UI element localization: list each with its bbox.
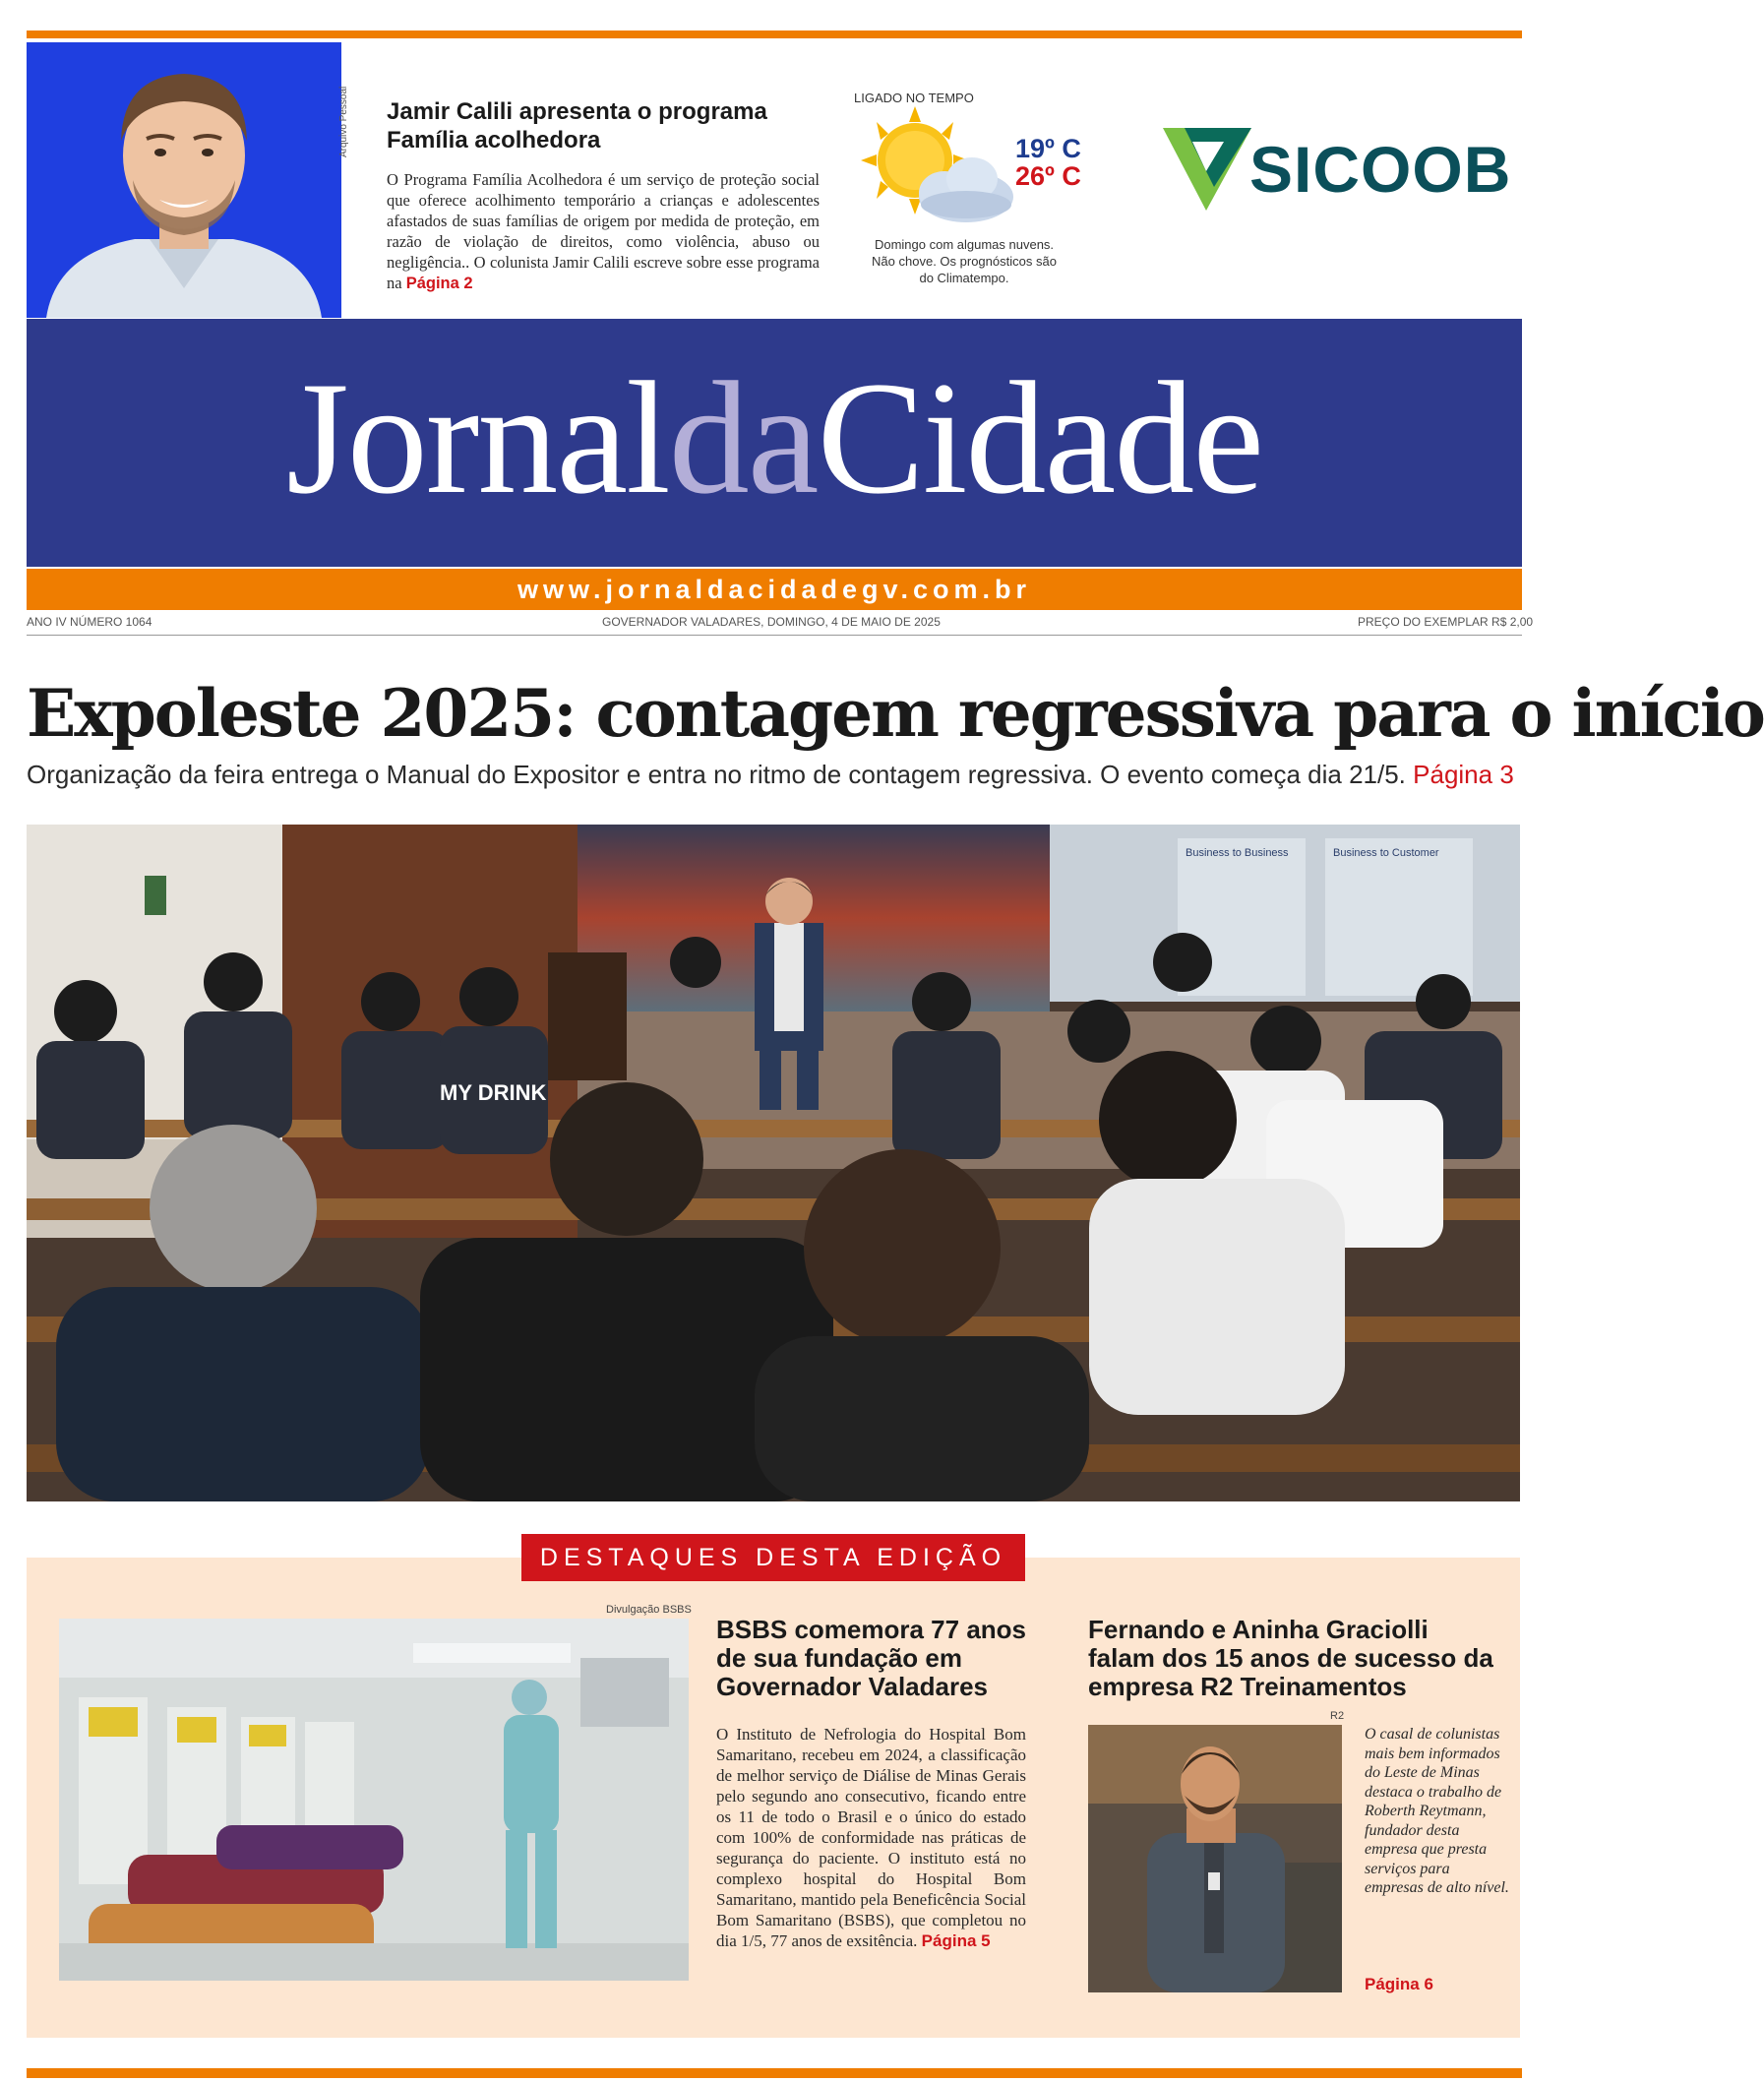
story1-page-link[interactable]: Página 5 bbox=[921, 1931, 991, 1950]
story2-photo-credit: R2 bbox=[1330, 1710, 1345, 1722]
columnist-photo-credit: Arquivo Pessoal bbox=[338, 86, 349, 157]
story1-body-text: O Instituto de Nefrologia do Hospital Bom Samaritano, recebeu em 2024, a classificação de melhor serviço de Diálise de Minas Gerais pelo segundo ano consecutivo, ficando entre os 11 de todo o Brasil e o único do estado com 100% de conformidade nas práticas de segurança do paciente. O instituto está no complexo hospital do Hospital Bom Samaritano, mantido pela Beneficência Social Bom Samaritano (BSBS), que completou no dia 1/5, 77 anos de exsitência. bbox=[716, 1725, 1026, 1950]
place-date: GOVERNADOR VALADARES, DOMINGO, 4 DE MAIO DE 2025 bbox=[602, 615, 941, 629]
columnist-teaser-title[interactable]: Jamir Calili apresenta o programa Família acolhedora bbox=[387, 98, 767, 153]
lecture-hall-scene bbox=[27, 825, 1520, 1501]
screen-col1-title: Business to Business bbox=[1186, 847, 1289, 859]
columnist-teaser-body bbox=[387, 169, 820, 294]
shirt-text: MY DRINK bbox=[440, 1080, 547, 1105]
story1-title[interactable]: BSBS comemora 77 anos de sua fundação em Governador Valadares bbox=[716, 1615, 1027, 1701]
issue-price: PREÇO DO EXEMPLAR R$ 2,00 bbox=[1358, 615, 1534, 629]
top-rule bbox=[27, 31, 1522, 38]
columnist-page-link[interactable]: Página 2 bbox=[405, 275, 473, 292]
lead-page-link[interactable]: Página 3 bbox=[1413, 760, 1514, 789]
sun-cloud-icon bbox=[856, 106, 1023, 229]
masthead-title[interactable] bbox=[27, 340, 1522, 537]
masthead-title-part2: da bbox=[668, 349, 818, 527]
masthead-title-part1: Jornal bbox=[285, 349, 669, 527]
story1-body bbox=[716, 1724, 1026, 1951]
story1-photo-credit: Divulgação BSBS bbox=[606, 1604, 692, 1616]
weather-description: Domingo com algumas nuvens. Não chove. Os prognósticos são do Climatempo. bbox=[872, 237, 1057, 285]
screen-col2-title: Business to Customer bbox=[1333, 847, 1439, 859]
edition-number: ANO IV NÚMERO 1064 bbox=[27, 615, 152, 629]
sicoob-logo-icon bbox=[1163, 128, 1251, 211]
meta-divider bbox=[27, 635, 1522, 636]
story1-photo[interactable] bbox=[59, 1619, 689, 1981]
website-link[interactable]: www.jornaldacidadegv.com.br bbox=[517, 575, 1032, 604]
bottom-rule bbox=[27, 2068, 1522, 2078]
lead-photo[interactable] bbox=[27, 825, 1520, 1501]
lead-deck-text: Organização da feira entrega o Manual do Expositor e entra no ritmo de contagem regressiva. O evento começa dia 21/5. bbox=[27, 760, 1414, 789]
story2-page-link[interactable]: Página 6 bbox=[1365, 1975, 1433, 1993]
dialysis-room-scene bbox=[59, 1619, 689, 1981]
columnist-portrait bbox=[27, 42, 341, 318]
lead-deck bbox=[27, 758, 1532, 791]
weather-temp-low: 26º C bbox=[1015, 161, 1081, 191]
columnist-photo[interactable] bbox=[27, 42, 341, 318]
masthead-title-part3: Cidade bbox=[817, 349, 1263, 527]
businessman-portrait bbox=[1088, 1725, 1342, 1992]
sponsor-name: SICOOB bbox=[1249, 133, 1512, 206]
weather-temp-high: 19º C bbox=[1015, 134, 1081, 163]
story2-body: O casal de colunistas mais bem informados do Leste de Minas destaca o trabalho de Roberth Reytmann, fundador desta empresa que presta serviços para empresas de alto nível. bbox=[1365, 1726, 1509, 1896]
highlights-tab: DESTAQUES DESTA EDIÇÃO bbox=[521, 1534, 1025, 1581]
weather-label: LIGADO NO TEMPO bbox=[854, 91, 974, 105]
lead-headline[interactable]: Expoleste 2025: contagem regressiva para o início bbox=[27, 675, 1764, 752]
story2-title[interactable]: Fernando e Aninha Graciolli falam dos 15 anos de sucesso da empresa R2 Treinamentos bbox=[1088, 1615, 1493, 1701]
columnist-teaser-text: O Programa Família Acolhedora é um serviço de proteção social que oferece acolhimento temporário a crianças e adolescentes afastados de suas famílias de origem por medida de proteção, em razão de violação de direitos, como violência, abuso ou negligência.. O colunista Jamir Calili escreve sobre esse programa na bbox=[387, 170, 820, 292]
story2-photo[interactable] bbox=[1088, 1725, 1342, 1992]
